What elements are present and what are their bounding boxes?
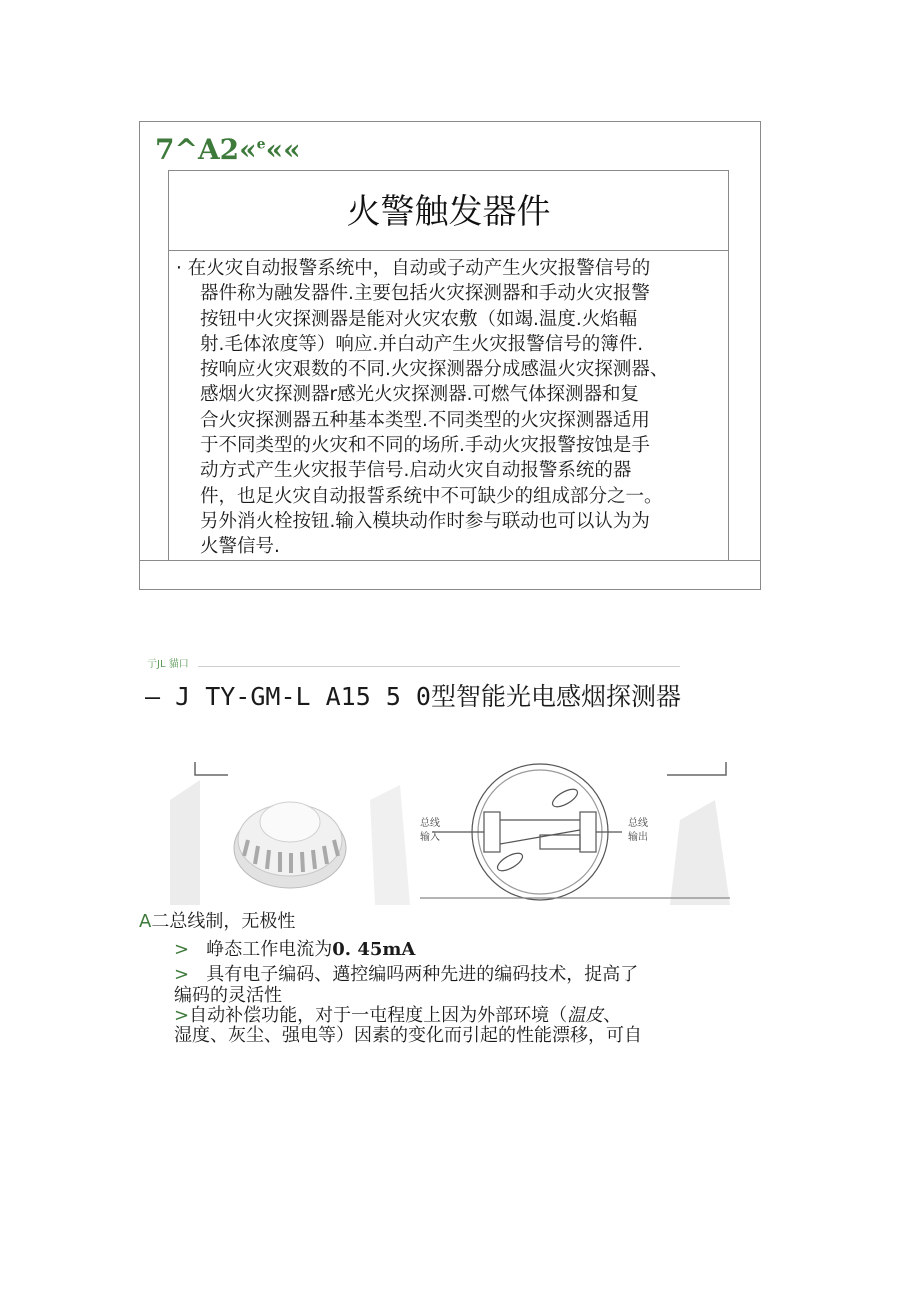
paragraph-line: 于不同类型的火灾和不同的场所.手动火灾报警按蚀是手	[200, 435, 650, 457]
section-title: — J TY-GM-L A15 5 0型智能光电感烟探测器	[145, 682, 681, 711]
bg-shape	[670, 800, 730, 905]
paragraph-line: 火警信号.	[200, 536, 280, 558]
feature-item: > 具有电子编码、邁控编吗两种先进的编码技术，捉高了	[174, 964, 639, 985]
page-title: 火警触发器件	[346, 192, 551, 232]
paragraph-line: 射.毛体浓度等）响应.并白动产生火灾报警信号的簿件.	[200, 333, 644, 355]
paragraph	[176, 256, 716, 560]
paragraph-line: 合火灾探测器五种基本类型.不同类型的火灾探测器适用	[200, 409, 650, 431]
feature-item: > 峥态工作电流为0. 45mA	[174, 939, 416, 960]
bus-out-label-top: 总线	[628, 818, 648, 829]
paragraph-line: 按钮中火灾探测器是能对火灾农敷（如竭.温度.火焰輻	[200, 308, 638, 330]
section-label: 亍JL 貓口	[147, 659, 189, 670]
bg-shape	[170, 780, 200, 905]
feature-item: 编码的灵活性	[174, 985, 282, 1006]
paragraph-line: 按响应火灾艰数的不同.火灾探测器分成感温火灾探测器、	[200, 359, 669, 381]
slide-heading: 7^A2«$^e$««	[155, 133, 301, 166]
title-divider	[168, 250, 729, 251]
bus-in-label-bottom: 输入	[420, 832, 440, 843]
paragraph-line: · 在火灾自动报警系统中，自动或子动产生火灾报警信号的	[176, 258, 651, 279]
corner-mark	[667, 762, 726, 775]
bus-in-label-top: 总线	[420, 818, 440, 829]
paragraph-line: 器件称为融发器件.主要包括火灾探测器和手动火灾报警	[200, 283, 650, 305]
paragraph-line: 另外消火栓按钮.输入模块动作时参与联动也可以认为为	[200, 510, 650, 532]
feature-item: A二总线制，无极性	[139, 911, 296, 932]
feature-item: 湿度、灰尘、强电等）因素的变化而引起的性能漂移，可自	[174, 1025, 642, 1046]
corner-mark	[195, 762, 228, 775]
smoke-detector-icon	[234, 802, 346, 888]
feature-item: >自动补偿功能，对于一屯程度上因为外部环境（温皮、	[174, 1005, 622, 1026]
bg-shape	[370, 785, 410, 905]
paragraph-line: 感烟火灾探测器r感光火灾探测器.可燃气体探测器和复	[200, 384, 639, 406]
bus-out-label-bottom: 输出	[628, 832, 648, 843]
paragraph-line: 件，也足火灾自动报誓系统中不可缺少的组成部分之一。	[200, 485, 663, 507]
section-rule	[198, 666, 680, 667]
detector-figure	[170, 760, 730, 905]
paragraph-line: 动方式产生火灾报芋信号.启动火灾自动报警系统的器	[200, 460, 632, 482]
bottom-rule	[139, 560, 761, 561]
bullet-dot: ·	[176, 258, 182, 279]
